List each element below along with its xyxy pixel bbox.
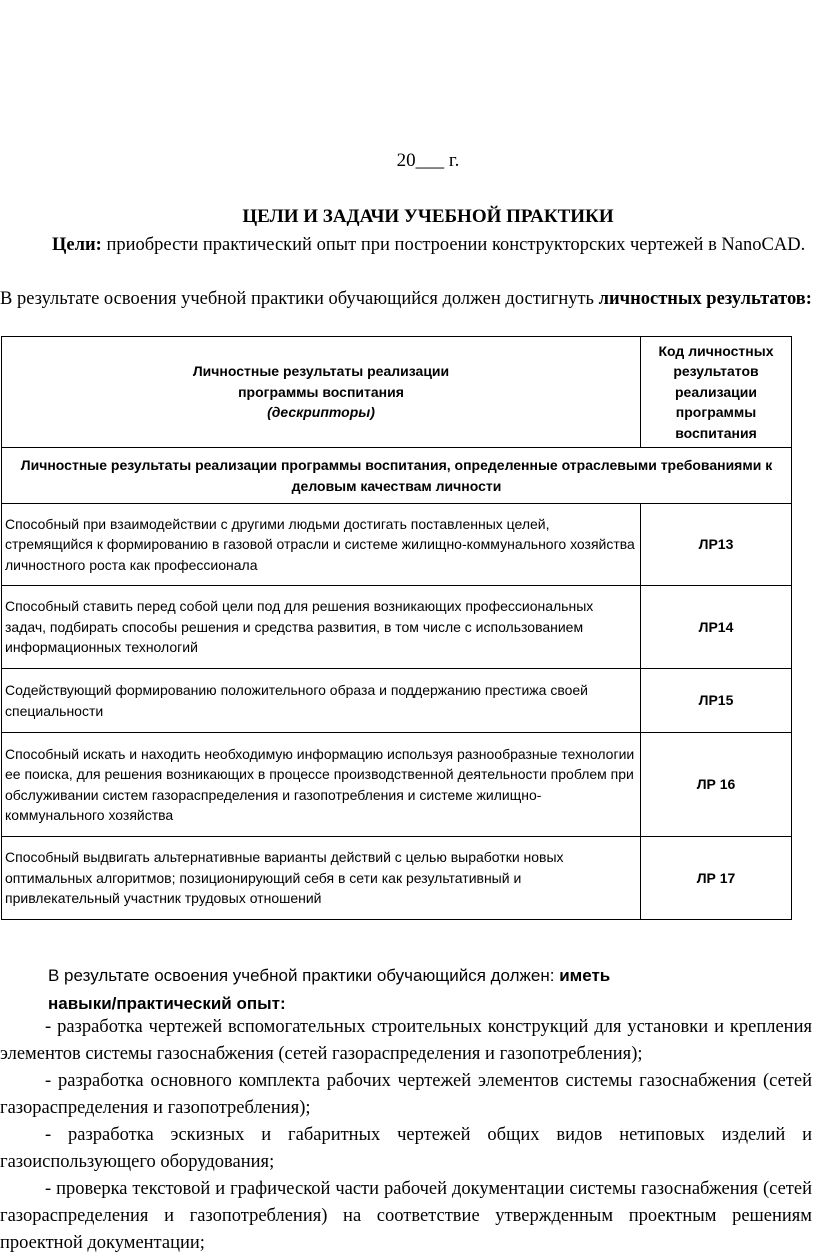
table-row: [2, 586, 792, 669]
page-title: ЦЕЛИ И ЗАДАЧИ УЧЕБНОЙ ПРАКТИКИ: [242, 206, 614, 227]
intro-bold: личностных результатов:: [598, 289, 812, 309]
table-row: [2, 504, 792, 586]
results-bold2: навыки/практический опыт:: [48, 994, 286, 1013]
results-text: В результате освоения учебной практики обучающийся должен:: [48, 966, 560, 985]
list-item: - разработка чертежей вспомогательных строительных конструкций для установки и крепления элементов системы газоснабжения (сетей газораспределения и газопотребления);: [0, 1017, 812, 1064]
personal-results-table: [1, 336, 792, 920]
row-code: ЛР 16: [641, 733, 792, 837]
row-text: Способный искать и находить необходимую информацию используя разнообразные технологии ее поиска, для решения возникающих в процессе производственной деятельности проблем при обслуживании систем газораспределения и газопотребления и системе жилищно-коммунального хозяйства: [2, 733, 641, 837]
table-section-title: Личностные результаты реализации программы воспитания, определенные отраслевыми требованиями к деловым качествам личности: [2, 448, 792, 504]
list-item: - разработка основного комплекта рабочих чертежей элементов системы газоснабжения (сетей газораспределения и газопотребления);: [0, 1071, 812, 1118]
table-row: [2, 669, 792, 733]
goals-label: Цели:: [52, 235, 102, 255]
intro-text: В результате освоения учебной практики обучающийся должен достигнуть: [0, 289, 599, 309]
header-left-line3: (дескрипторы): [267, 404, 375, 421]
list-item: - проверка текстовой и графической части рабочей документации системы газоснабжения (сетей газораспределения и газопотребления) на соответствие утвержденным проектным решениям проектной документации;: [0, 1179, 812, 1253]
row-code: ЛР15: [641, 669, 792, 733]
table-section-row: [2, 448, 792, 504]
table-header-descriptors: [2, 337, 641, 448]
goals-text: приобрести практический опыт при построении конструкторских чертежей в NanoCAD.: [101, 235, 806, 255]
row-text: Способный выдвигать альтернативные варианты действий с целью выработки новых оптимальных алгоритмов; позиционирующий себя в сети как результативный и привлекательный участник трудовых отношений: [2, 837, 641, 920]
table-header-code: Код личностных результатов реализации программы воспитания: [641, 337, 792, 448]
header-left-line1: Личностные результаты реализации: [192, 363, 450, 380]
table-row: [2, 733, 792, 837]
results-intro: [48, 962, 610, 1018]
table-header-row: [2, 337, 792, 448]
row-code: ЛР14: [641, 586, 792, 669]
row-code: ЛР13: [641, 504, 792, 586]
results-bold1: иметь: [559, 966, 611, 985]
row-text: Способный при взаимодействии с другими людьми достигать поставленных целей, стремящийся к формированию в газовой отрасли и системе жилищно-коммунального хозяйства личностного роста как профессионала: [2, 504, 641, 586]
goals-paragraph: [0, 232, 812, 259]
header-left-line2: программы воспитания: [238, 383, 404, 400]
row-code: ЛР 17: [641, 837, 792, 920]
date-line: 20___ г.: [396, 150, 460, 171]
skills-list: [0, 1014, 812, 1257]
list-item: - разработка эскизных и габаритных чертежей общих видов нетиповых изделий и газоиспользующего оборудования;: [0, 1125, 812, 1172]
row-text: Способный ставить перед собой цели под для решения возникающих профессиональных задач, подбирать способы решения и средства развития, в том числе с использованием информационных технологий: [2, 586, 641, 669]
row-text: Содействующий формированию положительного образа и поддержанию престижа своей специальности: [2, 669, 641, 733]
table-row: [2, 837, 792, 920]
intro-paragraph: [0, 286, 812, 313]
